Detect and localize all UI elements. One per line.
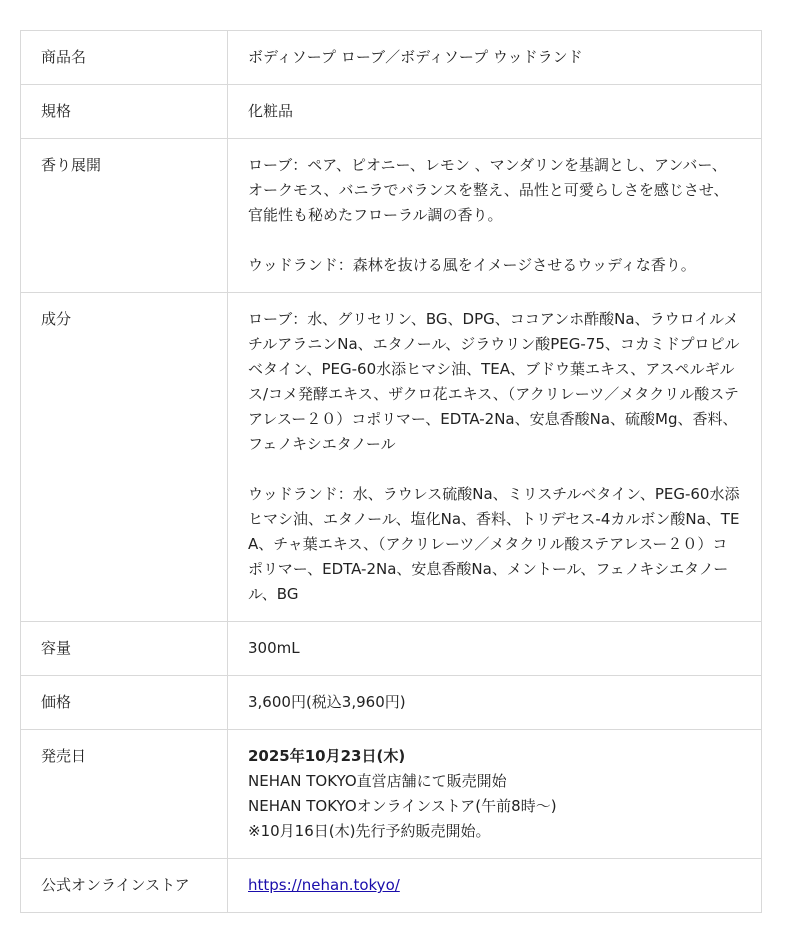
table-row — [21, 676, 762, 730]
row-value-price: 3,600円(税込3,960円) — [228, 676, 762, 730]
row-value-ingredients — [228, 293, 762, 622]
row-label-fragrance: 香り展開 — [21, 139, 228, 293]
official-store-link[interactable]: https://nehan.tokyo/ — [248, 876, 400, 894]
table-row — [21, 293, 762, 622]
release-line-online: NEHAN TOKYOオンラインストア(午前8時～) — [248, 797, 557, 815]
row-value-capacity: 300mL — [228, 622, 762, 676]
table-row — [21, 730, 762, 859]
table-row — [21, 139, 762, 293]
row-label-release-date: 発売日 — [21, 730, 228, 859]
fragrance-woodland-text: ウッドランド：森林を抜ける風をイメージさせるウッディな香り。 — [248, 256, 696, 274]
row-label-product-name: 商品名 — [21, 31, 228, 85]
product-spec-table — [20, 30, 762, 913]
row-value-official-store — [228, 859, 762, 913]
row-value-fragrance — [228, 139, 762, 293]
release-line-preorder: ※10月16日(木)先行予約販売開始。 — [248, 822, 491, 840]
fragrance-robe-text: ローブ：ペア、ピオニー、レモン 、マンダリンを基調とし、アンバー、オークモス、バニラでバランスを整え、品性と可愛らしさを感じさせ、官能性も秘めたフローラル調の香り。 — [248, 156, 729, 224]
row-label-standard: 規格 — [21, 85, 228, 139]
table-row — [21, 859, 762, 913]
ingredients-woodland-text: ウッドランド：水、ラウレス硫酸Na、ミリスチルベタイン、PEG-60水添ヒマシ油、エタノール、塩化Na、香料、トリデセス-4カルボン酸Na、TEA、チャ葉エキス、（アクリレーツ／メタクリル酸ステアレスー２０）コポリマー、EDTA-2Na、安息香酸Na、メントール、フェノキシエタノール、BG — [248, 485, 740, 603]
release-line-store: NEHAN TOKYO直営店舗にて販売開始 — [248, 772, 507, 790]
ingredients-robe-text: ローブ：水、グリセリン、BG、DPG、ココアンホ酢酸Na、ラウロイルメチルアラニンNa、エタノール、ジラウリン酸PEG-75、コカミドプロピルベタイン、PEG-60水添ヒマシ油、TEA、ブドウ葉エキス、アスペルギルス/コメ発酵エキス、ザクロ花エキス、（アクリレーツ／メタクリル酸ステアレスー２０）コポリマー、EDTA-2Na、安息香酸Na、硫酸Mg、香料、フェノキシエタノール — [248, 310, 740, 453]
table-row — [21, 85, 762, 139]
row-label-price: 価格 — [21, 676, 228, 730]
table-row — [21, 31, 762, 85]
release-date-text: 2025年10月23日(木) — [248, 747, 406, 765]
row-value-product-name: ボディソープ ローブ／ボディソープ ウッドランド — [228, 31, 762, 85]
row-label-ingredients: 成分 — [21, 293, 228, 622]
table-row — [21, 622, 762, 676]
row-label-capacity: 容量 — [21, 622, 228, 676]
row-label-official-store: 公式オンラインストア — [21, 859, 228, 913]
row-value-standard: 化粧品 — [228, 85, 762, 139]
row-value-release-date — [228, 730, 762, 859]
